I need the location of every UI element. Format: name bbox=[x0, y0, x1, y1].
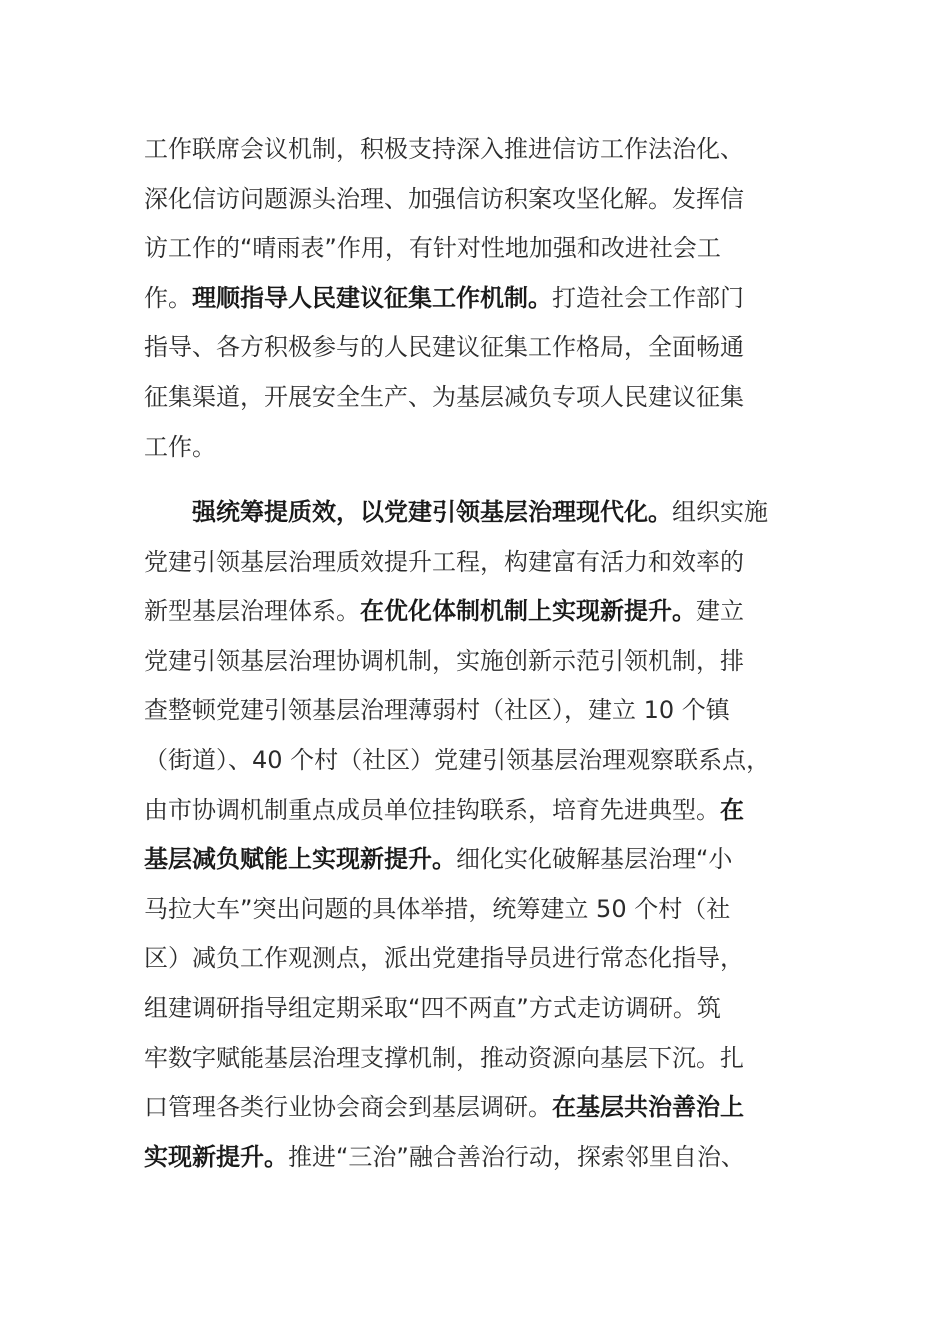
text-line bbox=[144, 736, 824, 786]
text-run: 口管理各类行业协会商会到基层调研。 bbox=[144, 1093, 552, 1122]
text-run: 建立 bbox=[696, 597, 744, 626]
text-run: 细化实化破解基层治理“小 bbox=[456, 845, 733, 874]
text-line bbox=[144, 686, 824, 736]
bold-text-run: 在 bbox=[720, 795, 744, 824]
paragraph-1 bbox=[144, 125, 824, 472]
text-line bbox=[144, 274, 824, 324]
text-run: 新型基层治理体系。 bbox=[144, 597, 360, 626]
paragraph-2 bbox=[144, 488, 824, 1182]
text-run: 工作。 bbox=[144, 432, 216, 461]
bold-text-run: 在优化体制机制上实现新提升。 bbox=[360, 597, 696, 626]
text-run: 工作联席会议机制，积极支持深入推进信访工作法治化、 bbox=[144, 135, 744, 163]
text-line bbox=[144, 323, 824, 373]
text-run: 访工作的“晴雨表”作用，有针对性地加强和改进社会工 bbox=[144, 234, 721, 263]
text-line bbox=[144, 984, 824, 1034]
text-run: 党建引领基层治理协调机制，实施创新示范引领机制，排 bbox=[144, 646, 744, 675]
text-run: 深化信访问题源头治理、加强信访积案攻坚化解。发挥信 bbox=[144, 184, 744, 213]
text-line bbox=[144, 1133, 824, 1183]
text-run: 组织实施 bbox=[672, 498, 768, 526]
bold-text-run: 基层减负赋能上实现新提升。 bbox=[144, 845, 456, 874]
text-line bbox=[144, 1083, 824, 1133]
text-line bbox=[144, 538, 824, 588]
text-run: 由市协调机制重点成员单位挂钩联系，培育先进典型。 bbox=[144, 795, 720, 824]
text-line bbox=[144, 637, 824, 687]
text-run: 马拉大车”突出问题的具体举措，统筹建立 50 个村（社 bbox=[144, 894, 731, 923]
text-line bbox=[144, 786, 824, 836]
text-run: 组建调研指导组定期采取“四不两直”方式走访调研。筑 bbox=[144, 993, 721, 1022]
text-run: 牢数字赋能基层治理支撑机制，推动资源向基层下沉。扎 bbox=[144, 1043, 744, 1072]
text-line bbox=[144, 587, 824, 637]
text-run: 征集渠道，开展安全生产、为基层减负专项人民建议征集 bbox=[144, 382, 744, 411]
text-line bbox=[144, 885, 824, 935]
text-line bbox=[144, 224, 824, 274]
bold-text-run: 强统筹提质效，以党建引领基层治理现代化。 bbox=[192, 498, 672, 526]
text-line bbox=[144, 125, 824, 175]
text-run: 党建引领基层治理质效提升工程，构建富有活力和效率的 bbox=[144, 547, 744, 576]
text-line bbox=[144, 423, 824, 473]
text-line bbox=[144, 373, 824, 423]
text-run: 指导、各方积极参与的人民建议征集工作格局，全面畅通 bbox=[144, 333, 744, 362]
bold-text-run: 理顺指导人民建议征集工作机制。 bbox=[192, 283, 552, 312]
text-run: 作。 bbox=[144, 283, 192, 312]
text-run: 打造社会工作部门 bbox=[552, 283, 744, 312]
text-line bbox=[144, 488, 824, 538]
text-run: 查整顿党建引领基层治理薄弱村（社区），建立 10 个镇 bbox=[144, 696, 730, 725]
bold-text-run: 在基层共治善治上 bbox=[552, 1093, 744, 1122]
text-run: （街道）、40 个村（社区）党建引领基层治理观察联系点， bbox=[144, 745, 771, 774]
text-line bbox=[144, 934, 824, 984]
text-line bbox=[144, 175, 824, 225]
text-line bbox=[144, 1034, 824, 1084]
text-line bbox=[144, 835, 824, 885]
text-run bbox=[144, 498, 192, 526]
text-run: 推进“三治”融合善治行动，探索邻里自治、 bbox=[288, 1142, 745, 1171]
bold-text-run: 实现新提升。 bbox=[144, 1142, 288, 1171]
text-run: 区）减负工作观测点，派出党建指导员进行常态化指导， bbox=[144, 944, 744, 973]
